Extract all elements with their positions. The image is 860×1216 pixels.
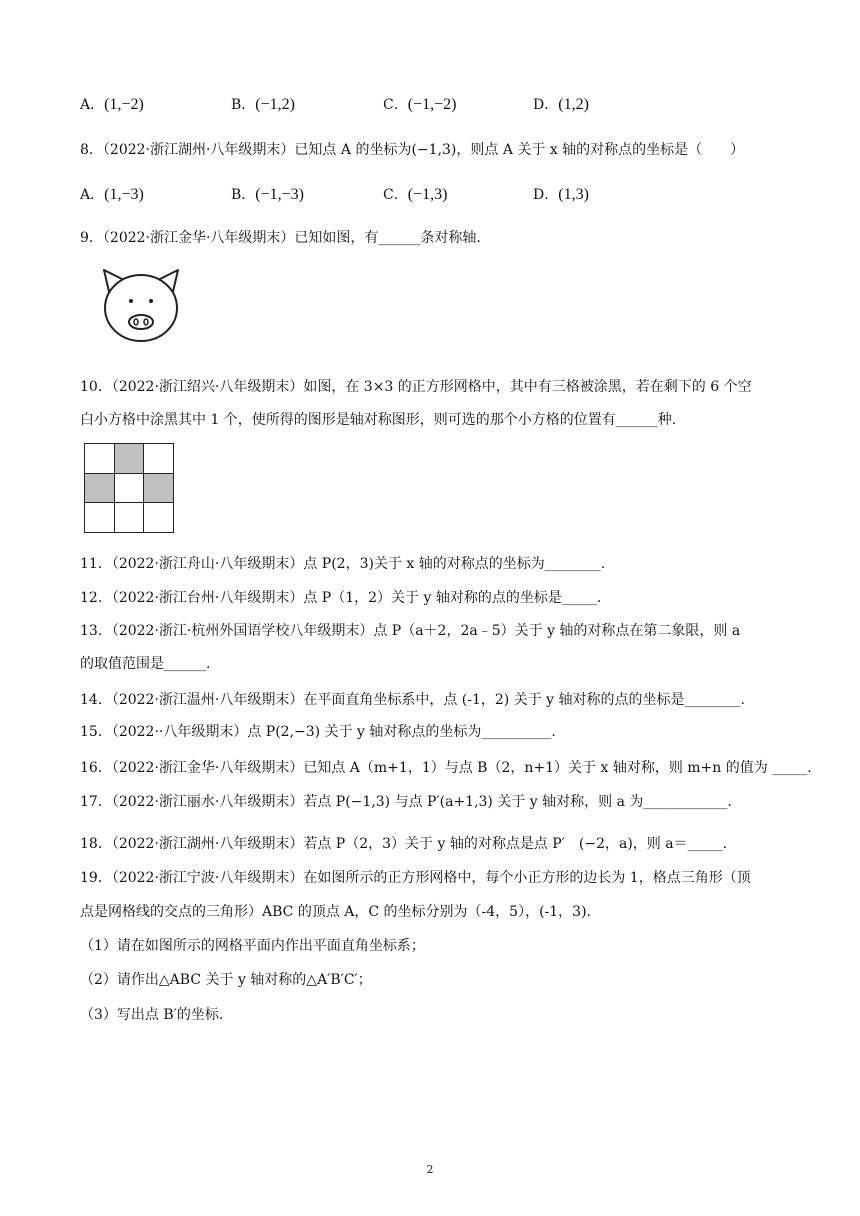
grid-cell [143,443,174,474]
question-12-text: 12．（2022·浙江台州·八年级期末）点 P（1，2）关于 y 轴对称的点的坐标是_____. [80,590,602,606]
q7-option-c-value: (−1,−2) [407,96,457,113]
q8-option-b [231,185,304,205]
pig-face-figure [96,266,186,344]
q7-option-c-label: C． [383,97,408,113]
question-8-text: 8．（2022·浙江湖州·八年级期末）已知点 A 的坐标为(−1,3)，则点 A 关于 x 轴的对称点的坐标是（ ） [80,142,745,158]
q8-option-c [383,185,447,205]
q8-option-c-label: C． [383,187,408,203]
q7-option-d [533,95,589,115]
question-9-text: 9．（2022·浙江金华·八年级期末）已知如图，有______条对称轴. [80,230,481,246]
q7-option-a [80,95,144,115]
question-11-text: 11．（2022·浙江舟山·八年级期末）点 P(2，3)关于 x 轴的对称点的坐标为________. [80,556,606,572]
question-19-sub1: （1）请在如图所示的网格平面内作出平面直角坐标系； [80,938,425,954]
question-19-line2: 点是网格线的交点的三角形）ABC 的顶点 A，C 的坐标分别为（-4，5），(-1，3). [80,904,592,920]
question-18-text: 18．（2022·浙江湖州·八年级期末）若点 P（2，3）关于 y 轴的对称点是点 P′ (−2，a)，则 a＝_____. [80,836,728,852]
grid-cell [84,473,115,504]
question-19-line1: 19．（2022·浙江宁波·八年级期末）在如图所示的正方形网格中，每个小正方形的边长为 1，格点三角形（顶 [80,870,751,886]
q7-option-a-label: A． [80,97,105,113]
grid-cell [114,473,145,504]
grid-cell [114,502,145,533]
q7-option-b-label: B． [231,97,256,113]
q8-option-b-label: B． [231,187,256,203]
question-10-line2: 白小方格中涂黑其中 1 个，使所得的图形是轴对称图形，则可选的那个小方格的位置有______种. [80,412,677,428]
q8-option-b-value: (−1,−3) [255,186,304,203]
question-17-text: 17．（2022·浙江丽水·八年级期末）若点 P(−1,3) 与点 P′(a+1,3) 关于 y 轴对称，则 a 为____________. [80,794,732,810]
q8-option-c-value: (−1,3) [407,186,448,203]
q7-option-d-label: D． [533,97,559,113]
question-19-sub2: （2）请作出△ABC 关于 y 轴对称的△A′B′C′； [80,972,372,988]
grid-cell [143,502,174,533]
question-10-line1: 10．（2022·浙江绍兴·八年级期末）如图，在 3×3 的正方形网格中，其中有三格被涂黑，若在剩下的 6 个空 [80,379,752,395]
q7-option-a-value: (1,−2) [104,96,144,113]
grid-cell [143,473,174,504]
question-19-sub3: （3）写出点 B′的坐标. [80,1007,224,1023]
question-14-text: 14．（2022·浙江温州·八年级期末）在平面直角坐标系中，点 (-1，2) 关于 y 轴对称的点的坐标是________. [80,692,745,708]
grid-cell [114,443,145,474]
q8-option-a-value: (1,−3) [104,186,144,203]
three-by-three-grid [84,443,173,531]
q8-option-a [80,185,144,205]
question-13-line2: 的取值范围是______. [80,656,211,672]
page-number: 2 [426,1163,434,1176]
question-15-text: 15．（2022··八年级期末）点 P(2,−3) 关于 y 轴对称点的坐标为__________. [80,724,556,740]
q7-option-c [383,95,456,115]
q8-option-d-label: D． [533,187,559,203]
grid-cell [84,443,115,474]
grid-cell [84,502,115,533]
question-16-text: 16．（2022·浙江金华·八年级期末）已知点 A（m+1，1）与点 B（2，n+1）关于 x 轴对称，则 m+n 的值为 _____. [80,760,812,776]
q8-option-d-value: (1,3) [558,186,589,203]
q8-option-a-label: A． [80,187,105,203]
q8-option-d [533,185,589,205]
q7-option-d-value: (1,2) [558,96,589,113]
q7-option-b [231,95,295,115]
question-13-line1: 13．（2022·浙江·杭州外国语学校八年级期末）点 P（a＋2，2a﹣5）关于 y 轴的对称点在第二象限，则 a [80,623,741,639]
q7-option-b-value: (−1,2) [255,96,295,113]
